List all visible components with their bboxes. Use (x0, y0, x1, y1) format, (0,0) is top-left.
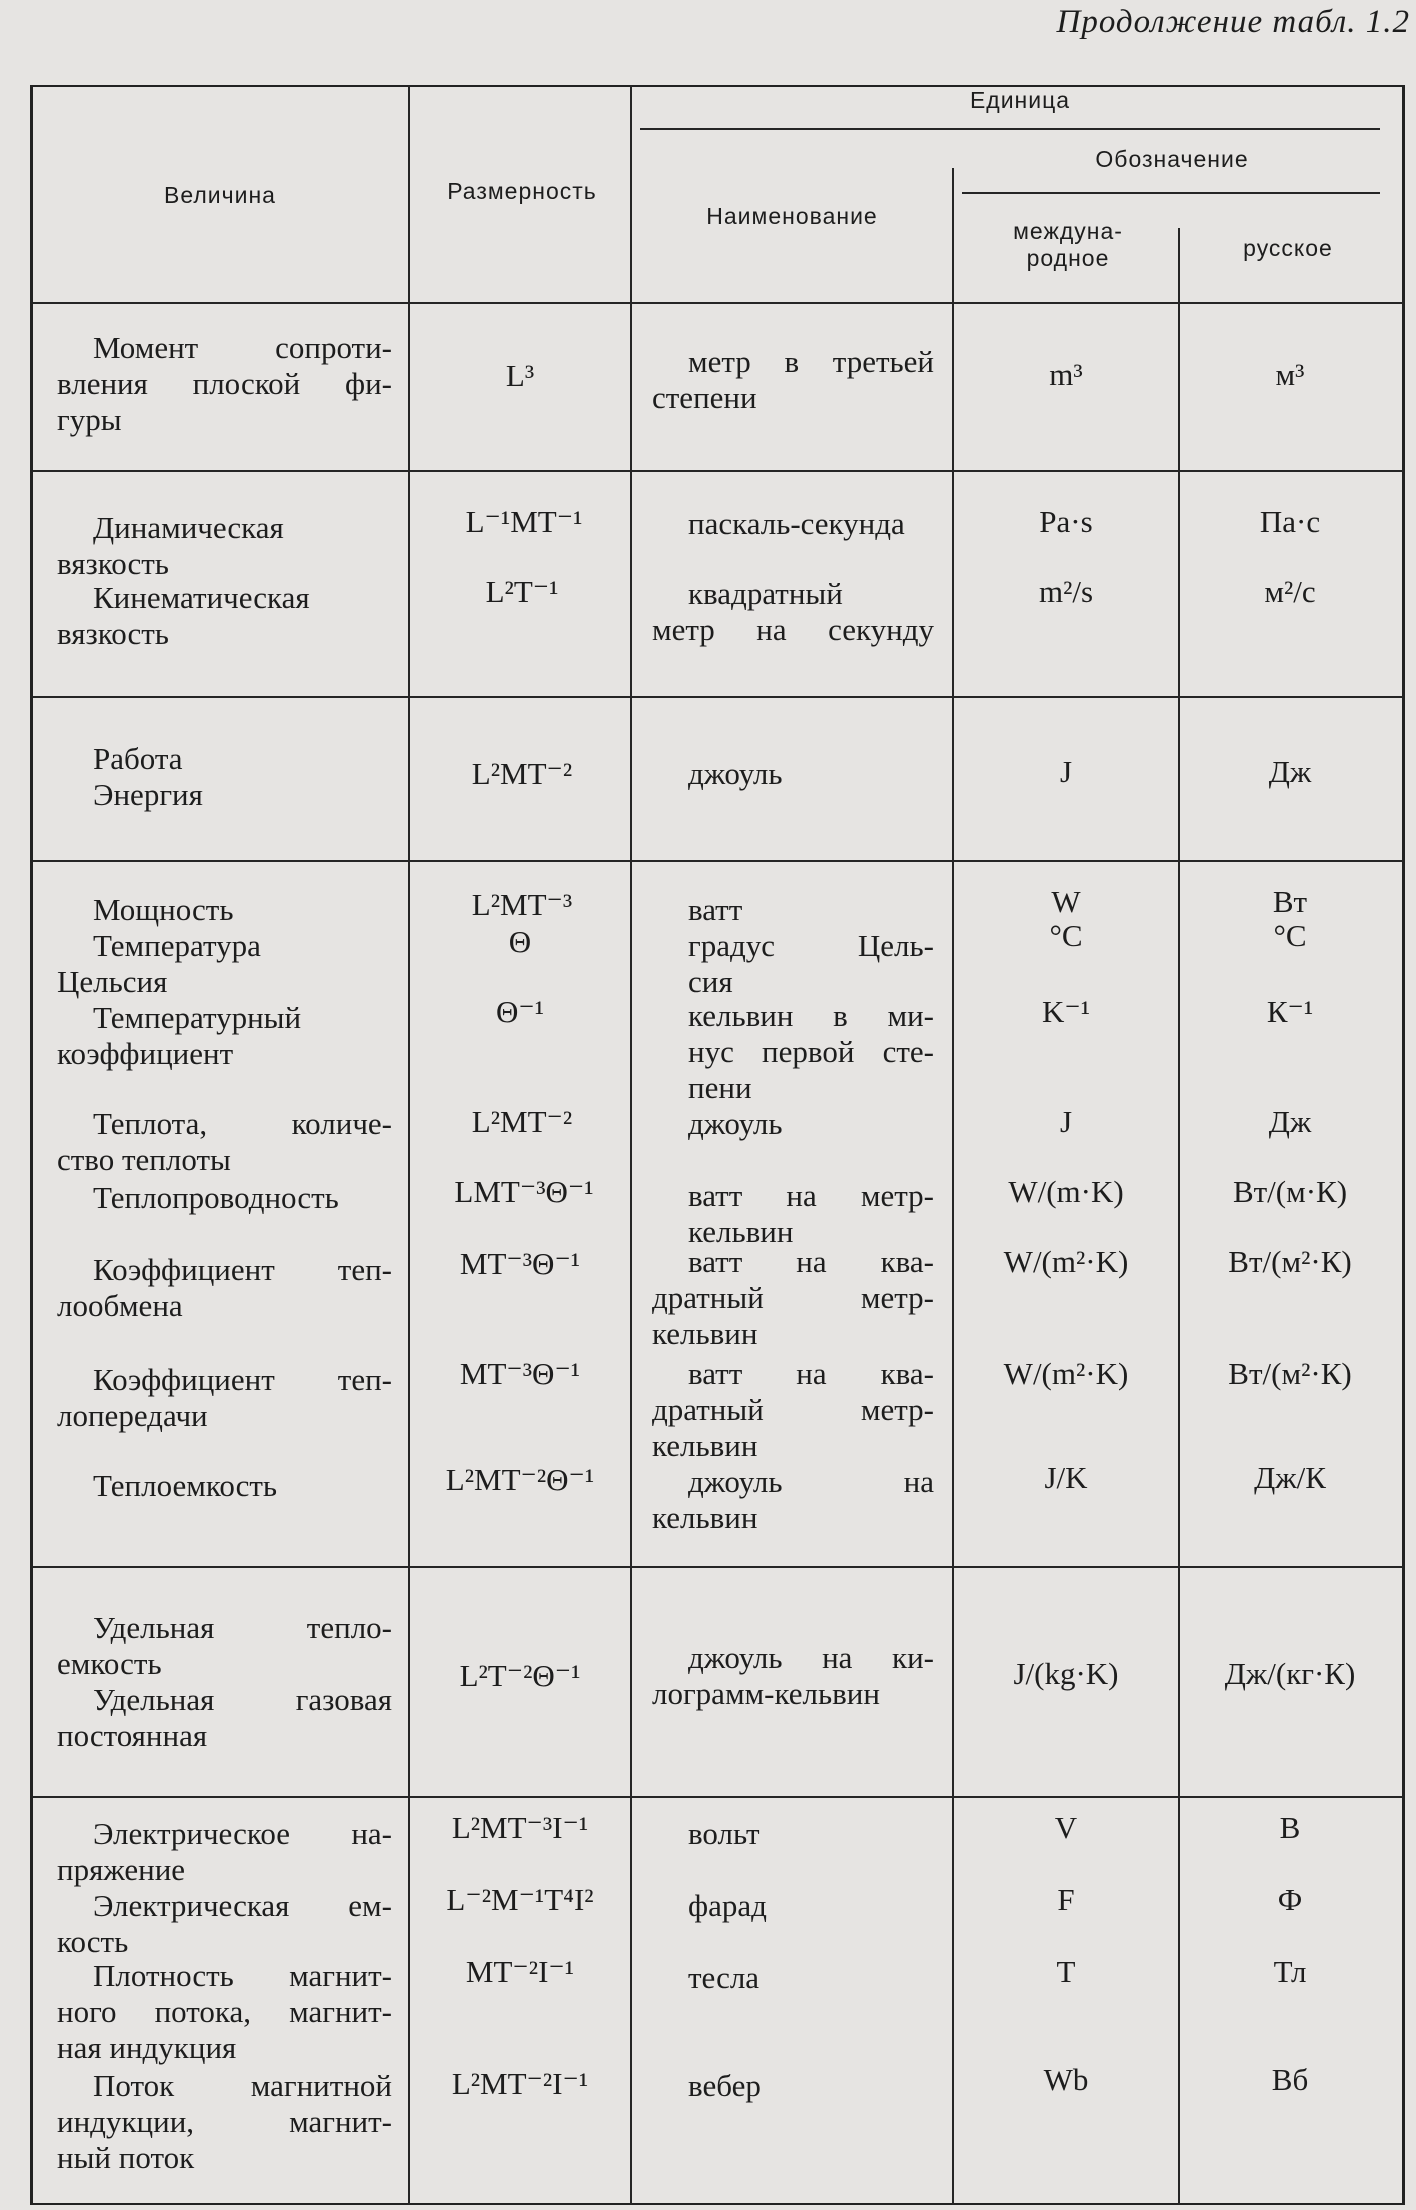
quantity-cell: Теплопроводность (93, 1180, 339, 1215)
unit-name-cell: метр в третьей степени (652, 344, 934, 415)
unit-name-cell: вольт (688, 1816, 760, 1851)
quantity-cell: Кинематическая вязкость (57, 580, 310, 651)
russian-symbol-cell: м³ (1275, 357, 1305, 392)
dimension-cell: Θ (508, 924, 532, 959)
quantity-cell: Коэффициент теп- лопередачи (57, 1362, 392, 1433)
quantity-cell: Теплоемкость (93, 1468, 278, 1503)
unit-name-cell: джоуль на ки- лограмм-кельвин (652, 1640, 934, 1711)
intl-symbol-cell: K⁻¹ (1041, 994, 1091, 1029)
unit-name-cell: кельвин в ми- нус первой сте- пени (688, 998, 934, 1105)
russian-symbol-cell: Ф (1277, 1882, 1303, 1917)
russian-symbol-cell: Тл (1273, 1954, 1307, 1989)
header-unit: Единица (969, 87, 1071, 113)
group-separator (33, 696, 1403, 698)
quantity-cell: Момент сопроти- вления плоской фи- гуры (57, 330, 392, 437)
intl-symbol-cell: T (1056, 1954, 1076, 1989)
header-rule (640, 128, 1380, 130)
intl-symbol-cell: Pa·s (1039, 504, 1093, 539)
russian-symbol-cell: Дж/К (1254, 1460, 1326, 1495)
russian-symbol-cell: Вт/(м·К) (1232, 1174, 1348, 1209)
dimension-cell: L²MT⁻³ (471, 887, 573, 922)
unit-name-cell: джоуль на кельвин (652, 1464, 934, 1535)
russian-symbol-cell: м²/с (1264, 574, 1316, 609)
intl-symbol-cell: J (1059, 1104, 1073, 1139)
quantity-cell: Электрическое на- пряжение (57, 1816, 392, 1887)
intl-symbol-cell: F (1057, 1882, 1075, 1917)
dimension-cell: L²MT⁻³I⁻¹ (451, 1810, 589, 1845)
dimension-cell: MT⁻³Θ⁻¹ (459, 1246, 581, 1281)
dimension-cell: L²T⁻¹ (485, 574, 559, 609)
intl-symbol-cell: J/K (1044, 1460, 1088, 1495)
header-dimension: Размерность (447, 178, 597, 204)
intl-symbol-cell: V (1054, 1810, 1078, 1845)
col-divider (1178, 228, 1180, 2205)
header-unit-name: Наименование (706, 203, 878, 229)
unit-name-cell: градус Цель- сия (688, 928, 934, 999)
russian-symbol-cell: Вб (1271, 2062, 1309, 2097)
dimension-cell: L²MT⁻²Θ⁻¹ (445, 1462, 595, 1497)
table-caption: Продолжение табл. 1.2 (1056, 4, 1410, 40)
unit-name-cell: квадратный метр на секунду (652, 576, 934, 647)
quantity-cell: Динамическая вязкость (57, 510, 284, 581)
russian-symbol-cell: К⁻¹ (1266, 994, 1314, 1029)
unit-name-cell: тесла (688, 1960, 760, 1995)
intl-symbol-cell: m²/s (1038, 574, 1094, 609)
group-separator (33, 1796, 1403, 1798)
unit-name-cell: джоуль (688, 756, 783, 791)
unit-name-cell: ватт на ква- дратный метр- кельвин (652, 1356, 934, 1463)
russian-symbol-cell: Вт (1272, 884, 1308, 919)
unit-name-cell: джоуль (688, 1106, 783, 1141)
intl-symbol-cell: W/(m²·K) (1003, 1244, 1129, 1279)
group-separator (33, 1566, 1403, 1568)
dimension-cell: MT⁻³Θ⁻¹ (459, 1356, 581, 1391)
dimension-cell: MT⁻²I⁻¹ (465, 1954, 575, 1989)
col-divider (630, 85, 632, 2205)
russian-symbol-cell: В (1279, 1810, 1301, 1845)
col-divider (408, 85, 410, 2205)
dimension-cell: Θ⁻¹ (495, 994, 545, 1029)
unit-name-cell: вебер (688, 2068, 761, 2103)
russian-symbol-cell: Дж (1268, 1104, 1312, 1139)
unit-name-cell: ватт на ква- дратный метр- кельвин (652, 1244, 934, 1351)
quantity-cell: Температура Цельсия (57, 928, 261, 999)
header-quantity: Величина (164, 182, 276, 208)
russian-symbol-cell: Вт/(м²·К) (1228, 1244, 1352, 1279)
group-separator (33, 470, 1403, 472)
quantity-cell: Мощность (93, 892, 234, 927)
header-designation: Обозначение (1095, 146, 1249, 172)
russian-symbol-cell: Па·с (1259, 504, 1321, 539)
quantity-cell: Поток магнитной индукции, магнит- ный поток (57, 2068, 392, 2175)
russian-symbol-cell: °C (1273, 918, 1307, 953)
intl-symbol-cell: W/(m²·K) (1003, 1356, 1129, 1391)
quantity-cell: Удельная тепло- емкость Удельная газовая постоянная (57, 1610, 392, 1753)
russian-symbol-cell: Дж (1268, 754, 1312, 789)
quantity-cell: Электрическая ем- кость (57, 1888, 392, 1959)
dimension-cell: L²T⁻²Θ⁻¹ (459, 1658, 581, 1693)
quantity-cell: Температурный коэффициент (57, 1000, 302, 1071)
col-divider (952, 168, 954, 2205)
russian-symbol-cell: Вт/(м²·К) (1228, 1356, 1352, 1391)
intl-symbol-cell: °C (1049, 918, 1083, 953)
dimension-cell: L²MT⁻² (471, 1104, 573, 1139)
group-separator (33, 860, 1403, 862)
dimension-cell: L²MT⁻²I⁻¹ (451, 2066, 589, 2101)
unit-name-cell: ватт (688, 892, 743, 927)
intl-symbol-cell: W (1051, 884, 1081, 919)
dimension-cell: LMT⁻³Θ⁻¹ (454, 1174, 594, 1209)
quantity-cell: Плотность магнит- ного потока, магнит- ная индукция (57, 1958, 392, 2065)
dimension-cell: L³ (505, 358, 535, 393)
intl-symbol-cell: W/(m·K) (1008, 1174, 1124, 1209)
dimension-cell: L⁻¹MT⁻¹ (465, 504, 583, 539)
header-rule (962, 192, 1380, 194)
intl-symbol-cell: J/(kg·K) (1013, 1656, 1119, 1691)
intl-symbol-cell: m³ (1049, 357, 1083, 392)
unit-name-cell: паскаль-секунда (688, 506, 905, 541)
intl-symbol-cell: J (1059, 754, 1073, 789)
dimension-cell: L⁻²M⁻¹T⁴I² (446, 1882, 594, 1917)
quantity-cell: Работа Энергия (93, 741, 203, 812)
header-russian: русское (1243, 235, 1333, 261)
dimension-cell: L²MT⁻² (471, 756, 573, 791)
unit-name-cell: ватт на метр- кельвин (688, 1178, 934, 1249)
quantity-cell: Коэффициент теп- лообмена (57, 1252, 392, 1323)
intl-symbol-cell: Wb (1043, 2062, 1089, 2097)
quantity-cell: Теплота, количе- ство теплоты (57, 1106, 392, 1177)
header-rule (33, 302, 1403, 304)
header-international: междуна- родное (1013, 218, 1123, 271)
unit-name-cell: фарад (688, 1888, 767, 1923)
russian-symbol-cell: Дж/(кг·К) (1224, 1656, 1356, 1691)
